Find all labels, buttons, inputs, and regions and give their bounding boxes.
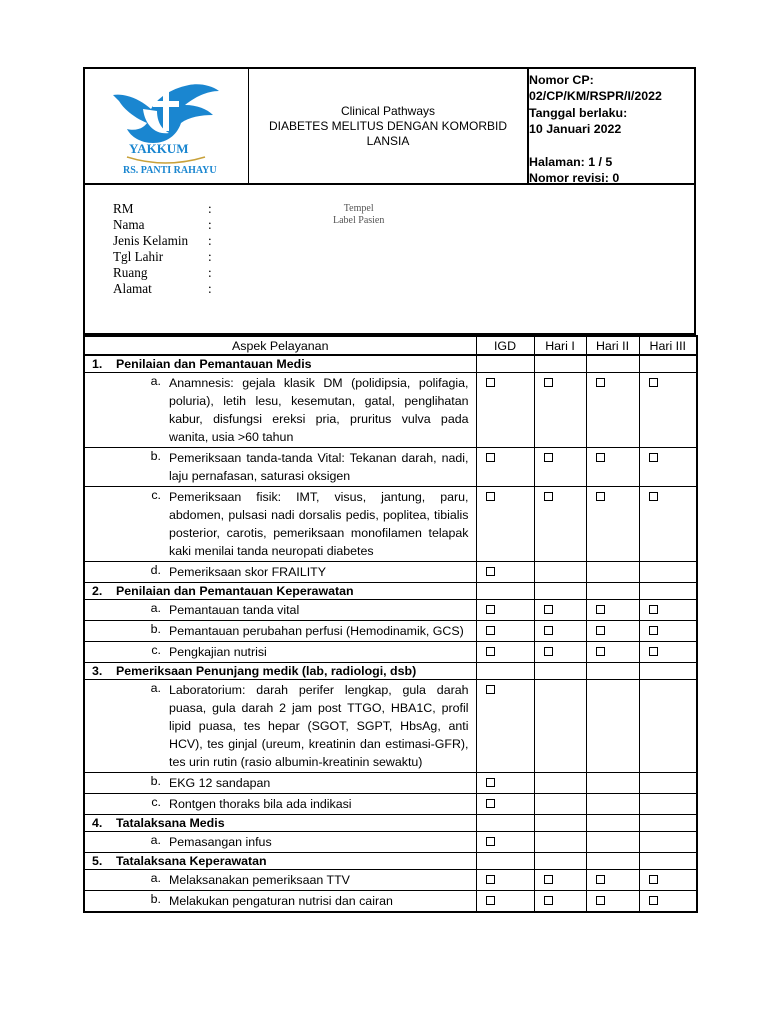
check-cell <box>534 891 586 913</box>
section-row <box>84 853 697 870</box>
empty-cell <box>476 663 534 680</box>
checkbox[interactable] <box>649 896 658 905</box>
checkbox[interactable] <box>544 378 553 387</box>
svg-text:YAKKUM <box>129 141 188 156</box>
section-row <box>84 583 697 600</box>
check-cell <box>639 891 697 913</box>
patient-field-tgl-lahir: Tgl Lahir : <box>113 249 212 264</box>
check-cell <box>476 487 534 562</box>
clinical-pathway-sheet <box>83 67 696 913</box>
checkbox[interactable] <box>486 896 495 905</box>
check-cell <box>639 870 697 891</box>
check-cell <box>639 448 697 487</box>
checkbox[interactable] <box>486 605 495 614</box>
halaman: Halaman: 1 / 5 <box>529 154 613 169</box>
item-row <box>84 487 697 562</box>
item-text: Pemasangan infus <box>169 835 272 849</box>
check-cell <box>476 773 534 794</box>
check-cell <box>476 373 534 448</box>
checkbox[interactable] <box>649 453 658 462</box>
checkbox[interactable] <box>596 875 605 884</box>
check-cell <box>586 373 639 448</box>
patient-field-alamat: Alamat : <box>113 281 212 296</box>
item-text: EKG 12 sandapan <box>169 776 271 790</box>
document-title <box>249 69 529 183</box>
item-row <box>84 448 697 487</box>
check-cell <box>586 448 639 487</box>
empty-cell <box>534 853 586 870</box>
check-cell <box>586 642 639 663</box>
empty-cell <box>639 853 697 870</box>
section-title: Tatalaksana Medis <box>116 816 225 830</box>
title-line-1: Clinical Pathways <box>340 103 436 118</box>
checkbox[interactable] <box>596 626 605 635</box>
patient-field-rm: RM : <box>113 201 212 216</box>
empty-cell <box>586 663 639 680</box>
section-row <box>84 355 697 373</box>
check-cell <box>639 373 697 448</box>
item-row <box>84 562 697 583</box>
checkbox[interactable] <box>596 492 605 501</box>
item-letter: b. <box>150 622 161 636</box>
logo-hospital-name: RS. PANTI RAHAYU <box>123 165 217 176</box>
check-cell <box>586 870 639 891</box>
check-cell <box>476 562 534 583</box>
item-letter: a. <box>150 871 161 885</box>
patient-field-jenis-kelamin: Jenis Kelamin : <box>113 233 212 248</box>
checkbox[interactable] <box>486 626 495 635</box>
checkbox[interactable] <box>486 778 495 787</box>
patient-field-ruang: Ruang : <box>113 265 212 280</box>
item-row <box>84 680 697 773</box>
empty-cell <box>639 815 697 832</box>
col-igd: IGD <box>476 336 534 355</box>
section-title: Tatalaksana Keperawatan <box>116 854 267 868</box>
checkbox[interactable] <box>486 685 495 694</box>
check-cell <box>534 487 586 562</box>
item-row <box>84 870 697 891</box>
check-cell <box>476 448 534 487</box>
empty-cell <box>534 583 586 600</box>
item-letter: c. <box>151 488 161 502</box>
check-cell <box>639 794 697 815</box>
checkbox[interactable] <box>649 492 658 501</box>
item-text: Rontgen thoraks bila ada indikasi <box>169 797 352 811</box>
check-cell <box>586 680 639 773</box>
check-cell <box>476 642 534 663</box>
hospital-logo <box>85 69 249 183</box>
empty-cell <box>639 583 697 600</box>
empty-cell <box>476 815 534 832</box>
logo-letter-arc: YAKKUM <box>129 141 189 156</box>
checkbox[interactable] <box>544 492 553 501</box>
item-text: Pemeriksaan skor FRAILITY <box>169 565 326 579</box>
check-cell <box>476 870 534 891</box>
check-cell <box>639 621 697 642</box>
item-letter: c. <box>151 643 161 657</box>
item-text: Pemantauan tanda vital <box>169 603 300 617</box>
check-cell <box>639 642 697 663</box>
check-cell <box>639 487 697 562</box>
check-cell <box>476 621 534 642</box>
checkbox[interactable] <box>649 605 658 614</box>
section-title: Penilaian dan Pemantauan Keperawatan <box>116 584 354 598</box>
checkbox[interactable] <box>649 647 658 656</box>
section-row <box>84 663 697 680</box>
section-row <box>84 815 697 832</box>
check-cell <box>586 891 639 913</box>
check-cell <box>476 794 534 815</box>
section-number: 1. <box>92 357 103 371</box>
item-letter: a. <box>150 374 161 388</box>
item-text: Pemantauan perubahan perfusi (Hemodinamik, GCS) <box>169 624 464 638</box>
section-number: 3. <box>92 664 103 678</box>
check-cell <box>586 562 639 583</box>
col-aspek-pelayanan: Aspek Pelayanan <box>84 336 476 355</box>
checkbox[interactable] <box>596 453 605 462</box>
item-text: Pemeriksaan fisik: IMT, visus, jantung, paru, abdomen, pulsasi nadi dorsalis pedis, poplitea, tibialis posterior, carotis, pemeriksaan monofilamen telapak kaki menilai tanda neuropati diabetes <box>169 490 469 558</box>
check-cell <box>534 773 586 794</box>
title-line-2: DIABETES MELITUS DENGAN KOMORBID <box>268 118 508 133</box>
item-text: Melakukan pengaturan nutrisi dan cairan <box>169 894 393 908</box>
check-cell <box>534 832 586 853</box>
tanggal-label: Tanggal berlaku: <box>529 105 628 120</box>
checkbox[interactable] <box>649 378 658 387</box>
check-cell <box>534 448 586 487</box>
item-letter: a. <box>150 681 161 695</box>
empty-cell <box>639 663 697 680</box>
empty-cell <box>534 815 586 832</box>
document-header <box>83 67 696 185</box>
check-cell <box>586 773 639 794</box>
check-cell <box>639 680 697 773</box>
col-hari-2: Hari II <box>586 336 639 355</box>
title-line-3: LANSIA <box>366 133 410 148</box>
item-letter: a. <box>150 601 161 615</box>
check-cell <box>639 832 697 853</box>
checkbox[interactable] <box>544 626 553 635</box>
item-row <box>84 621 697 642</box>
empty-cell <box>476 355 534 373</box>
checkbox[interactable] <box>486 875 495 884</box>
checkbox[interactable] <box>544 896 553 905</box>
check-cell <box>586 832 639 853</box>
item-row <box>84 832 697 853</box>
item-text: Melaksanakan pemeriksaan TTV <box>169 873 350 887</box>
empty-cell <box>586 853 639 870</box>
item-row <box>84 373 697 448</box>
empty-cell <box>639 355 697 373</box>
checkbox[interactable] <box>596 378 605 387</box>
checkbox[interactable] <box>596 605 605 614</box>
checkbox[interactable] <box>486 647 495 656</box>
check-cell <box>476 891 534 913</box>
check-cell <box>476 600 534 621</box>
item-text: Laboratorium: darah perifer lengkap, gula darah puasa, gula darah 2 jam post TTGO, HBA1C, profil lipid puasa, tes hepar (SGOT, SGPT, HbsAg, anti HCV), tes ginjal (ureum, kreatinin dan estimasi-GFR), tes urin rutin (rasio albumin-kreatinin sewaktu) <box>169 683 469 769</box>
item-text: Pengkajian nutrisi <box>169 645 267 659</box>
checkbox[interactable] <box>596 896 605 905</box>
section-title: Penilaian dan Pemantauan Medis <box>116 357 312 371</box>
pathway-table <box>83 335 698 913</box>
item-text: Pemeriksaan tanda-tanda Vital: Tekanan darah, nadi, laju pernafasan, saturasi oksigen <box>169 451 469 483</box>
tanggal-value: 10 Januari 2022 <box>529 122 622 137</box>
check-cell <box>534 373 586 448</box>
empty-cell <box>586 583 639 600</box>
check-cell <box>534 794 586 815</box>
checkbox[interactable] <box>544 453 553 462</box>
table-header-row <box>84 336 697 355</box>
checkbox[interactable] <box>486 837 495 846</box>
item-letter: b. <box>150 449 161 463</box>
empty-cell <box>534 355 586 373</box>
empty-cell <box>476 583 534 600</box>
check-cell <box>476 680 534 773</box>
check-cell <box>534 600 586 621</box>
item-row <box>84 891 697 913</box>
check-cell <box>586 621 639 642</box>
item-row <box>84 794 697 815</box>
empty-cell <box>534 663 586 680</box>
checkbox[interactable] <box>486 453 495 462</box>
item-letter: b. <box>150 892 161 906</box>
check-cell <box>586 794 639 815</box>
item-letter: d. <box>150 563 161 577</box>
col-hari-3: Hari III <box>639 336 697 355</box>
item-text: Anamnesis: gejala klasik DM (polidipsia, polifagia, poluria), letih lesu, kesemutan, gatal, penglihatan kabur, disfungsi ereksi pria, pruritus vulva pada wanita, usia >60 tahun <box>169 376 469 444</box>
checkbox[interactable] <box>544 647 553 656</box>
section-title: Pemeriksaan Penunjang medik (lab, radiologi, dsb) <box>116 664 417 678</box>
checkbox[interactable] <box>486 378 495 387</box>
check-cell <box>534 621 586 642</box>
checkbox[interactable] <box>544 875 553 884</box>
checkbox[interactable] <box>544 605 553 614</box>
item-letter: c. <box>151 795 161 809</box>
section-number: 4. <box>92 816 103 830</box>
empty-cell <box>586 815 639 832</box>
patient-field-nama: Nama : <box>113 217 212 232</box>
nomor-cp-value: 02/CP/KM/RSPR/I/2022 <box>529 89 662 104</box>
nomor-revisi: Nomor revisi: 0 <box>529 171 620 186</box>
checkbox[interactable] <box>649 875 658 884</box>
checkbox[interactable] <box>486 567 495 576</box>
patient-label-placeholder: Tempel Label Pasien <box>333 203 385 226</box>
check-cell <box>534 562 586 583</box>
item-letter: b. <box>150 774 161 788</box>
checkbox[interactable] <box>649 626 658 635</box>
check-cell <box>476 832 534 853</box>
empty-cell <box>476 853 534 870</box>
check-cell <box>639 600 697 621</box>
section-number: 2. <box>92 584 103 598</box>
check-cell <box>534 642 586 663</box>
checkbox[interactable] <box>596 647 605 656</box>
check-cell <box>639 562 697 583</box>
patient-info-block <box>83 185 696 335</box>
check-cell <box>639 773 697 794</box>
check-cell <box>534 680 586 773</box>
check-cell <box>586 600 639 621</box>
checkbox[interactable] <box>486 799 495 808</box>
empty-cell <box>586 355 639 373</box>
checkbox[interactable] <box>486 492 495 501</box>
check-cell <box>534 870 586 891</box>
check-cell <box>586 487 639 562</box>
section-number: 5. <box>92 854 103 868</box>
col-hari-1: Hari I <box>534 336 586 355</box>
item-letter: a. <box>150 833 161 847</box>
item-row <box>84 600 697 621</box>
nomor-cp-label: Nomor CP: <box>529 73 594 87</box>
item-row <box>84 773 697 794</box>
item-row <box>84 642 697 663</box>
document-meta <box>529 72 694 186</box>
